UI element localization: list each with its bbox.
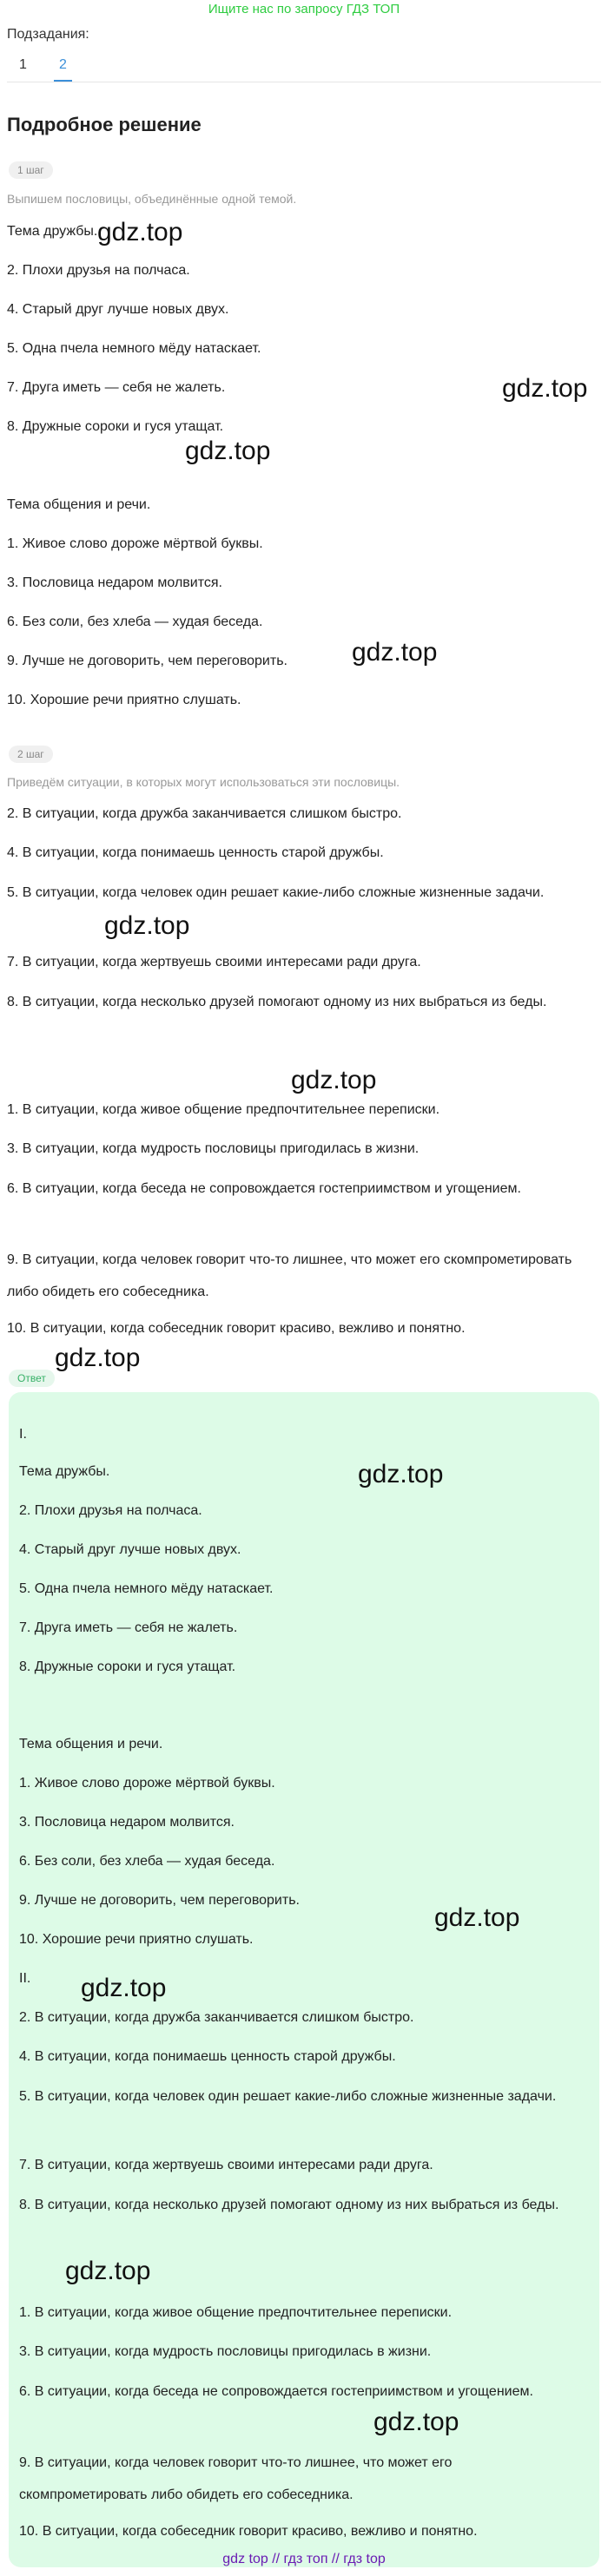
roman-numeral: II. bbox=[19, 1971, 31, 1986]
watermark: gdz.top bbox=[97, 218, 183, 246]
list-item: 6. Без соли, без хлеба — худая беседа. bbox=[19, 1854, 275, 1869]
watermark: gdz.top bbox=[502, 374, 588, 403]
watermark: gdz.top bbox=[358, 1460, 444, 1488]
list-item: 8. В ситуации, когда несколько друзей помогают одному из них выбраться из беды. bbox=[19, 2198, 559, 2212]
list-item: 2. Плохи друзья на полчаса. bbox=[7, 263, 190, 278]
group-2-title: Тема общения и речи. bbox=[7, 497, 151, 512]
list-item: 6. В ситуации, когда беседа не сопровождается гостеприимством и угощением. bbox=[7, 1181, 521, 1196]
watermark: gdz.top bbox=[352, 638, 438, 667]
list-item: 8. Дружные сороки и гуся утащат. bbox=[19, 1659, 236, 1674]
list-item: 5. Одна пчела немного мёду натаскает. bbox=[19, 1581, 274, 1596]
step-2-note: Приведём ситуации, в которых могут использоваться эти пословицы. bbox=[7, 775, 400, 789]
promo-banner[interactable]: Ищите нас по запросу ГДЗ ТОП bbox=[208, 2, 400, 16]
list-item: 2. Плохи друзья на полчаса. bbox=[19, 1503, 202, 1518]
page-title: Подробное решение bbox=[7, 114, 202, 135]
list-item: 8. Дружные сороки и гуся утащат. bbox=[7, 419, 224, 434]
list-item: 6. Без соли, без хлеба — худая беседа. bbox=[7, 614, 263, 629]
list-item: 10. В ситуации, когда собеседник говорит красиво, вежливо и понятно. bbox=[7, 1321, 466, 1336]
list-item: 9. В ситуации, когда человек говорит что-то лишнее, что может его скомпрометировать либо обидеть его собеседника. bbox=[19, 2455, 453, 2502]
step-1-badge: 1 шаг bbox=[9, 161, 53, 179]
answer-badge: Ответ bbox=[9, 1370, 55, 1387]
list-item: 4. В ситуации, когда понимаешь ценность старой дружбы. bbox=[7, 845, 384, 860]
step-1-note: Выпишем пословицы, объединённые одной темой. bbox=[7, 192, 297, 206]
list-item: 4. Старый друг лучше новых двух. bbox=[7, 302, 229, 317]
list-item: 3. Пословица недаром молвится. bbox=[19, 1815, 235, 1830]
list-item: 10. Хорошие речи приятно слушать. bbox=[19, 1932, 254, 1947]
list-item: 5. В ситуации, когда человек один решает какие-либо сложные жизненные задачи. bbox=[19, 2089, 557, 2104]
list-item: 1. В ситуации, когда живое общение предпочтительнее переписки. bbox=[7, 1102, 440, 1117]
tab-2[interactable]: 2 bbox=[54, 57, 72, 82]
list-item: 7. Друга иметь — себя не жалеть. bbox=[19, 1620, 238, 1635]
watermark: gdz.top bbox=[373, 2408, 459, 2436]
watermark: gdz.top bbox=[55, 1344, 141, 1372]
list-item: 3. В ситуации, когда мудрость пословицы пригодилась в жизни. bbox=[7, 1141, 420, 1156]
list-item: 5. Одна пчела немного мёду натаскает. bbox=[7, 341, 261, 356]
step-2-badge: 2 шаг bbox=[9, 746, 53, 763]
list-item: 10. В ситуации, когда собеседник говорит красиво, вежливо и понятно. bbox=[19, 2524, 478, 2539]
list-item: 1. Живое слово дороже мёртвой буквы. bbox=[7, 536, 263, 551]
watermark: gdz.top bbox=[291, 1066, 377, 1094]
list-item: 2. В ситуации, когда дружба заканчивается слишком быстро. bbox=[19, 2010, 414, 2025]
list-item: 9. Лучше не договорить, чем переговорить. bbox=[19, 1893, 300, 1908]
group-2-title: Тема общения и речи. bbox=[19, 1737, 163, 1751]
list-item: 4. Старый друг лучше новых двух. bbox=[19, 1542, 241, 1557]
list-item: 7. Друга иметь — себя не жалеть. bbox=[7, 380, 226, 395]
watermark: gdz.top bbox=[104, 911, 190, 940]
list-item: 5. В ситуации, когда человек один решает какие-либо сложные жизненные задачи. bbox=[7, 885, 545, 900]
list-item: 8. В ситуации, когда несколько друзей помогают одному из них выбраться из беды. bbox=[7, 995, 547, 1009]
list-item: 1. В ситуации, когда живое общение предпочтительнее переписки. bbox=[19, 2305, 453, 2320]
list-item: 4. В ситуации, когда понимаешь ценность старой дружбы. bbox=[19, 2049, 396, 2064]
list-item: 1. Живое слово дороже мёртвой буквы. bbox=[19, 1776, 275, 1791]
list-item: 7. В ситуации, когда жертвуешь своими интересами ради друга. bbox=[19, 2158, 433, 2172]
watermark: gdz.top bbox=[185, 437, 271, 465]
list-item: 7. В ситуации, когда жертвуешь своими интересами ради друга. bbox=[7, 955, 421, 969]
list-item: 6. В ситуации, когда беседа не сопровождается гостеприимством и угощением. bbox=[19, 2384, 533, 2399]
watermark: gdz.top bbox=[81, 1974, 167, 2002]
watermark: gdz.top bbox=[434, 1903, 520, 1932]
list-item: 10. Хорошие речи приятно слушать. bbox=[7, 693, 241, 707]
list-item: 3. Пословица недаром молвится. bbox=[7, 575, 222, 590]
list-item: 9. В ситуации, когда человек говорит что-то лишнее, что может его скомпрометировать либо обидеть его собеседника. bbox=[7, 1252, 572, 1299]
footer-links[interactable]: gdz top // гдз топ // гдз top bbox=[222, 2552, 386, 2566]
watermark: gdz.top bbox=[65, 2257, 151, 2285]
list-item: 3. В ситуации, когда мудрость пословицы пригодилась в жизни. bbox=[19, 2344, 432, 2359]
list-item: 9. Лучше не договорить, чем переговорить. bbox=[7, 654, 287, 668]
tab-1[interactable]: 1 bbox=[19, 57, 27, 72]
subtask-tabs bbox=[7, 52, 601, 82]
list-item: 2. В ситуации, когда дружба заканчивается слишком быстро. bbox=[7, 806, 402, 821]
roman-numeral: I. bbox=[19, 1427, 27, 1442]
subtasks-label: Подзадания: bbox=[7, 27, 89, 42]
group-1-title: Тема дружбы. bbox=[7, 224, 98, 239]
group-1-title: Тема дружбы. bbox=[19, 1464, 110, 1479]
